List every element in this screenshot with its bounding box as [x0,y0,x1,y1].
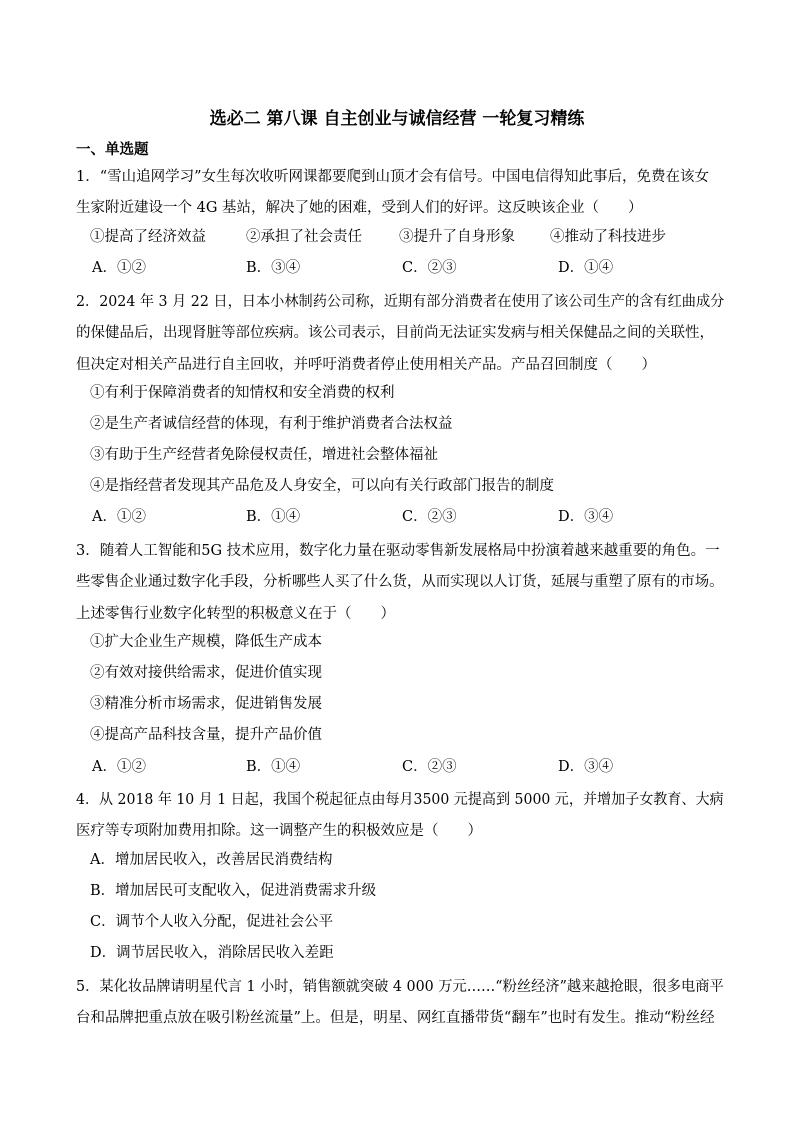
section-heading: 一、单选题 [76,142,149,158]
question-3-statement-3: ③精准分析市场需求，促进销售发展 [90,696,322,712]
question-3-statement-2: ②有效对接供给需求，促进价值实现 [90,665,322,681]
statement: ④推动了科技进步 [550,229,666,245]
choice-c: C．②③ [402,509,457,525]
choice-c: C．②③ [402,759,457,775]
question-3-stem [76,536,724,630]
question-4-option-a: A．增加居民收入，改善居民消费结构 [90,852,333,868]
choice-a: A．①② [92,509,146,525]
question-2-line-3: 但决定对相关产品进行自主回收，并呼吁消费者停止使用相关产品。产品召回制度（ ） [76,356,656,373]
choice-b: B．①④ [246,759,301,775]
choice-b: B．①④ [246,509,301,525]
question-3-line-3: 上述零售行业数字化转型的积极意义在于（ ） [76,605,395,622]
question-1-line-2: 生家附近建设一个 4G 基站，解决了她的困难，受到人们的好评。这反映该企业（ ） [76,200,643,217]
choice-d: D．③④ [558,509,614,525]
question-2-line-1: 2．2024 年 3 月 22 日，日本小林制药公司称，近期有部分消费者在使用了该公司生产的含有红曲成分 [76,294,725,310]
question-4-line-2: 医疗等专项附加费用扣除。这一调整产生的积极效应是（ ） [76,823,482,840]
question-2-statement-1: ①有利于保障消费者的知情权和安全消费的权利 [90,385,395,401]
statement: ③提升了自身形象 [399,229,515,245]
statement: ②承担了社会责任 [246,229,362,245]
question-4-stem [76,785,724,848]
question-5-line-2: 台和品牌把重点放在吸引粉丝流量”上。但是，明星、网红直播带货“翻车”也时有发生。推动“粉丝经 [76,1010,715,1027]
question-3-line-1: 3．随着人工智能和5G 技术应用，数字化力量在驱动零售新发展格局中扮演着越来越重要的角色。一 [76,543,720,559]
question-1-line-1: 1．“雪山追网学习”女生每次收听网课都要爬到山顶才会有信号。中国电信得知此事后，免费在该女 [76,169,710,185]
question-3-statement-1: ①扩大企业生产规模，降低生产成本 [90,634,322,650]
question-2-statement-3: ③有助于生产经营者免除侵权责任，增进社会整体福祉 [90,447,438,463]
question-4-option-d: D．调节居民收入，消除居民收入差距 [90,945,334,961]
question-3-line-2: 些零售企业通过数字化手段，分析哪些人买了什么货，从而实现以人订货，延展与重塑了原有的市场。 [76,574,724,591]
question-3-statement-4: ④提高产品科技含量，提升产品价值 [90,727,322,743]
page-title: 选必二 第八课 自主创业与诚信经营 一轮复习精练 [209,109,585,129]
choice-c: C．②③ [402,260,457,276]
question-4-option-c: C．调节个人收入分配，促进社会公平 [90,914,334,930]
question-2-stem [76,287,724,381]
question-5-line-1: 5．某化妆品牌请明星代言 1 小时，销售额就突破 4 000 万元……“粉丝经济”越来越抢眼，很多电商平 [76,979,724,995]
choice-b: B．③④ [246,260,301,276]
question-4-option-b: B．增加居民可支配收入，促进消费需求升级 [90,883,377,899]
choice-d: D．③④ [558,759,614,775]
question-2-line-2: 的保健品后，出现肾脏等部位疾病。该公司表示，目前尚无法证实发病与相关保健品之间的关联性， [76,325,714,342]
statement: ①提高了经济效益 [90,229,206,245]
question-5-stem [76,972,724,1035]
question-2-statement-4: ④是指经营者发现其产品危及人身安全，可以向有关行政部门报告的制度 [90,478,554,494]
choice-d: D．①④ [558,260,614,276]
question-1-stem [76,162,724,225]
choice-a: A．①② [92,260,146,276]
question-4-line-1: 4．从 2018 年 10 月 1 日起，我国个税起征点由每月3500 元提高到 5000 元，并增加子女教育、大病 [76,792,724,808]
question-2-statement-2: ②是生产者诚信经营的体现，有利于维护消费者合法权益 [90,416,453,432]
choice-a: A．①② [92,759,146,775]
